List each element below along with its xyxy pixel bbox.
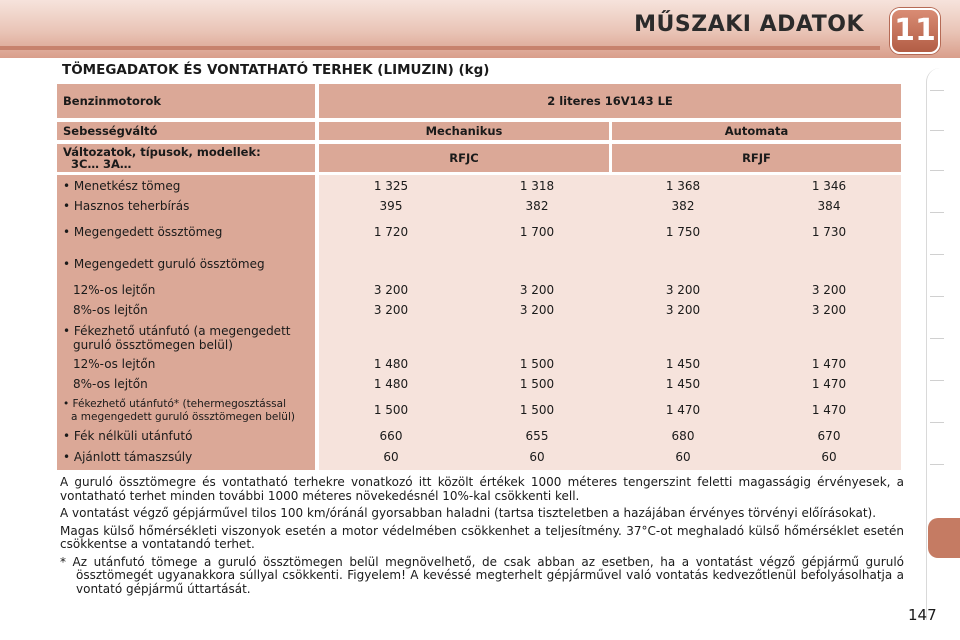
cell: 3 200 [373,283,409,297]
page-number: 147 [908,606,937,624]
cell: 3 200 [811,283,847,297]
cell: 1 470 [811,357,847,371]
row-label-gross-train-weight: • Megengedett guruló össztömeg [63,257,265,271]
gearbox-automatic: Automata [612,122,901,140]
row-label-braked-trailer-load [63,398,295,424]
row-label-braked-trailer-load-line2: a megengedett guruló össztömegen belül) [71,411,295,423]
cell: 3 200 [811,303,847,317]
table-value-area [319,175,901,470]
cell: 1 720 [373,225,409,239]
row-label-8pct: 8%-os lejtőn [73,303,148,317]
section-title: TÖMEGADATOK ÉS VONTATHATÓ TERHEK (LIMUZIN) (kg) [62,62,490,78]
row-label-nose-weight: • Ajánlott támaszsúly [63,450,193,464]
engines-label: Benzinmotorok [57,84,315,118]
side-tick [930,170,944,171]
cell: 60 [821,450,837,464]
models-label-line1: Változatok, típusok, modellek: [63,145,261,159]
gearbox-label: Sebességváltó [57,122,315,140]
model-row [57,144,901,172]
cell: 382 [525,199,549,213]
models-label-line2: 3C… 3A… [71,157,132,171]
side-tick [930,130,944,131]
cell: 60 [383,450,399,464]
model-manual: RFJC [319,144,609,172]
notes [60,476,904,600]
side-tick [930,296,944,297]
cell: 384 [817,199,841,213]
note-footnote: * Az utánfutó tömege a guruló össztömegen belül megnövelhető, de csak abban az esetben, ha a vontatást végző gépjármű guruló össztömegét ugyanakkora súllyal csökkenti. Figyelem! A kevéssé megterhelt gépjárművel való vontatás kedvezőtlenül befolyásolhatja a vontató gépjármű úttartását. [60,554,904,596]
cell: 1 500 [519,357,555,371]
cell: 655 [525,429,549,443]
cell: 3 200 [665,283,701,297]
cell: 3 200 [519,303,555,317]
chapter-number-badge: 11 [890,8,940,54]
row-label-unbraked-trailer: • Fék nélküli utánfutó [63,429,193,443]
cell: 3 200 [665,303,701,317]
cell: 660 [379,429,403,443]
cell: 1 480 [373,357,409,371]
model-automatic: RFJF [612,144,901,172]
cell: 1 318 [519,179,555,193]
side-tick [930,422,944,423]
gearbox-manual: Mechanikus [319,122,609,140]
row-label-8pct-braked: 8%-os lejtőn [73,377,148,391]
cell: 382 [671,199,695,213]
cell: 60 [675,450,691,464]
side-tick [930,212,944,213]
chapter-title: MŰSZAKI ADATOK [634,12,864,37]
cell: 680 [671,429,695,443]
row-label-braked-trailer [63,324,290,352]
cell: 670 [817,429,841,443]
header-stripe [0,46,880,50]
cell: 1 450 [665,357,701,371]
row-label-gross-weight: • Megengedett össztömeg [63,225,223,239]
cell: 1 346 [811,179,847,193]
cell: 1 368 [665,179,701,193]
side-tick [930,464,944,465]
cell: 1 470 [811,377,847,391]
side-tick [930,90,944,91]
row-label-braked-trailer-load-line1: • Fékezhető utánfutó* (tehermegosztással [63,398,286,410]
cell: 1 500 [519,377,555,391]
gearbox-row [57,122,901,140]
note-temperature: Magas külső hőmérsékleti viszonyok esetén a motor védelmében csökkenhet a teljesítmény. 37°C-ot meghaladó külső hőmérséklet esetén csökkentse a vontatandó terhet. [60,523,904,551]
side-tick [930,254,944,255]
note-speed-limit: A vontatást végző gépjárművel tilos 100 km/óránál gyorsabban haladni (tartsa tiszteletben a hazájában érvényes törvényi előírásokat). [60,506,877,520]
cell: 1 480 [373,377,409,391]
cell: 1 730 [811,225,847,239]
row-label-curb-weight: • Menetkész tömeg [63,179,181,193]
side-tick [930,338,944,339]
cell: 1 500 [519,403,555,417]
cell: 1 470 [665,403,701,417]
cell: 1 750 [665,225,701,239]
row-label-braked-trailer-line1: • Fékezhető utánfutó (a megengedett [63,324,291,338]
cell: 1 450 [665,377,701,391]
row-label-12pct: 12%-os lejtőn [73,283,156,297]
models-label [57,144,315,172]
cell: 3 200 [373,303,409,317]
cell: 1 500 [373,403,409,417]
cell: 1 470 [811,403,847,417]
row-label-braked-trailer-line2: guruló össztömegen belül) [73,338,233,352]
engine-value: 2 literes 16V143 LE [319,84,901,118]
row-label-payload: • Hasznos teherbírás [63,199,190,213]
row-label-12pct-braked: 12%-os lejtőn [73,357,156,371]
cell: 1 700 [519,225,555,239]
cell: 1 325 [373,179,409,193]
engine-row [57,84,901,118]
table-label-column [57,175,315,470]
cell: 60 [529,450,545,464]
chapter-side-tab[interactable] [928,518,960,558]
note-altitude: A guruló össztömegre és vontatható terhekre vonatkozó itt közölt értékek 1000 méteres tengerszint feletti magasságig érvényesek, a vontatható terhet minden további 1000 méteres növekedésnél 10%-kal csökkenti kell. [60,475,904,503]
side-tick [930,380,944,381]
cell: 395 [379,199,403,213]
cell: 3 200 [519,283,555,297]
